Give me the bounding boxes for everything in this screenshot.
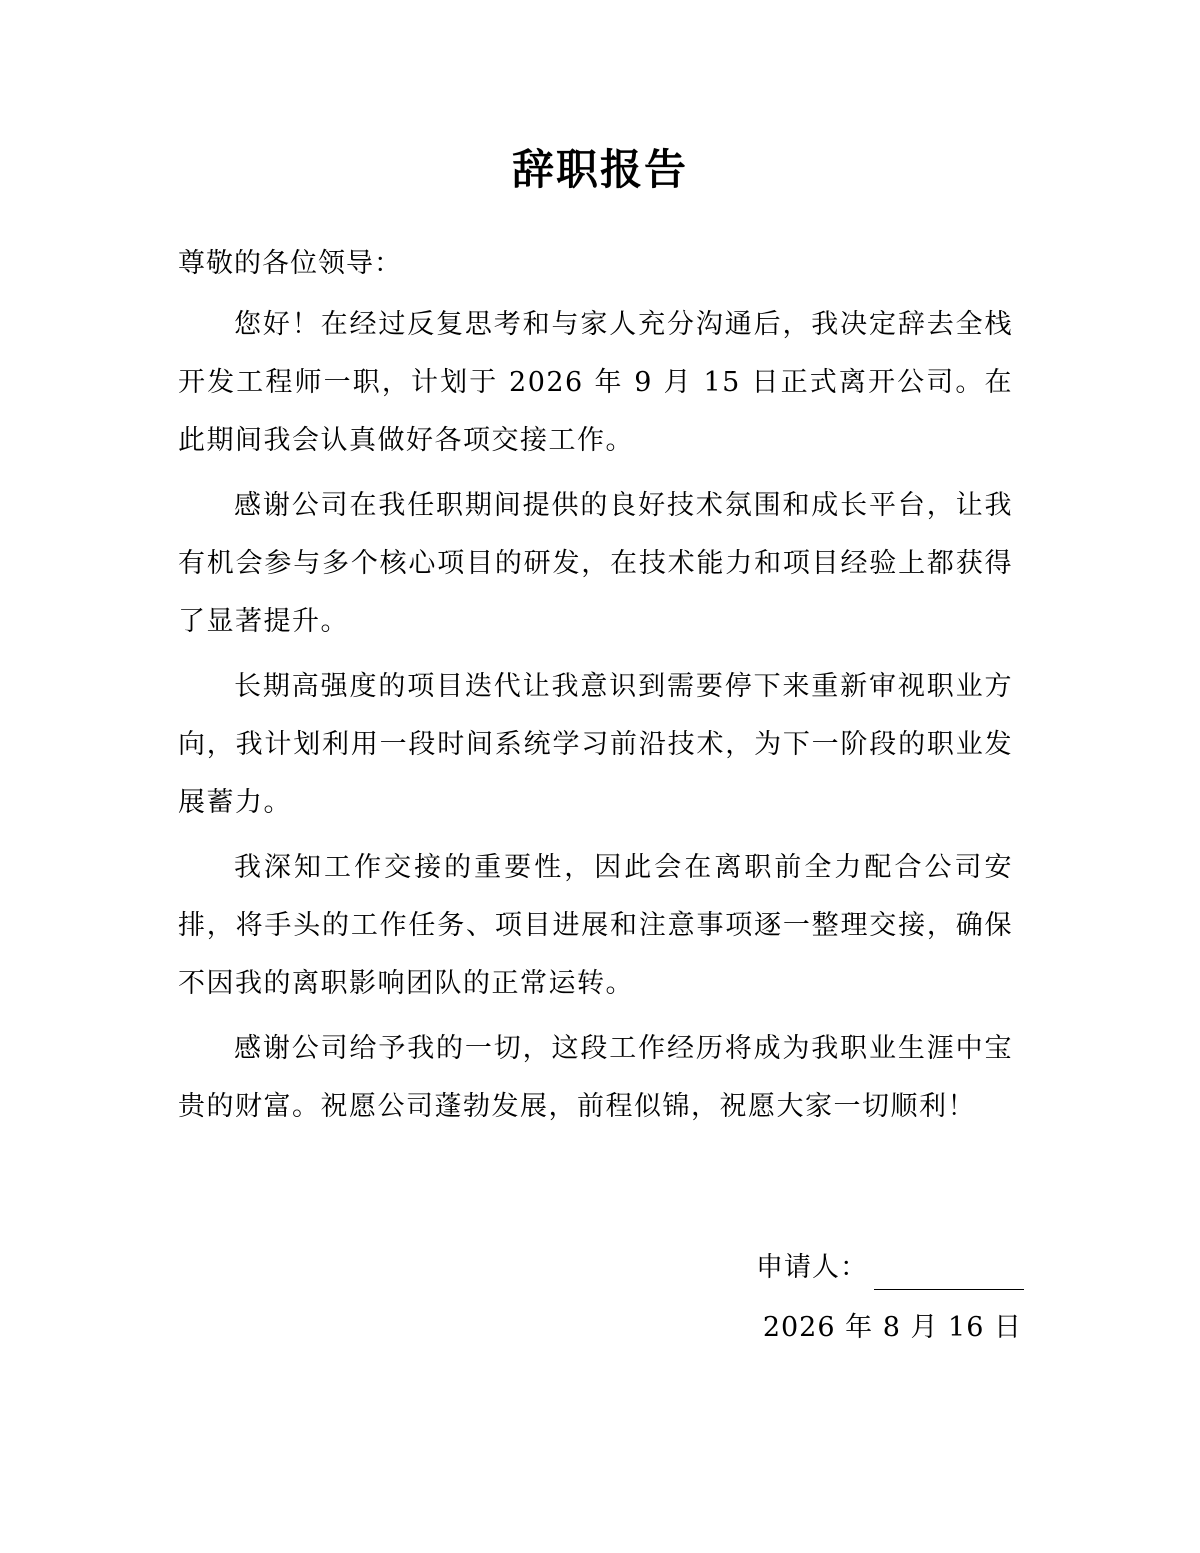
paragraph-3: 长期高强度的项目迭代让我意识到需要停下来重新审视职业方向，我计划利用一段时间系统学习前沿技术，为下一阶段的职业发展蓄力。 bbox=[178, 671, 1013, 818]
paragraph-5: 感谢公司给予我的一切，这段工作经历将成为我职业生涯中宝贵的财富。祝愿公司蓬勃发展，前程似锦，祝愿大家一切顺利！ bbox=[178, 1033, 1013, 1122]
paragraph-1: 您好！在经过反复思考和与家人充分沟通后，我决定辞去全栈开发工程师一职，计划于 2026 年 9 月 15 日正式离开公司。在此期间我会认真做好各项交接工作。 bbox=[178, 309, 1013, 456]
signature-date: 2026 年 8 月 16 日 bbox=[762, 1312, 1022, 1343]
salutation: 尊敬的各位领导： bbox=[178, 248, 402, 279]
signature-label: 申请人： bbox=[756, 1252, 868, 1283]
paragraph-2: 感谢公司在我任职期间提供的良好技术氛围和成长平台，让我有机会参与多个核心项目的研发，在技术能力和项目经验上都获得了显著提升。 bbox=[178, 490, 1013, 637]
paragraph-4: 我深知工作交接的重要性，因此会在离职前全力配合公司安排，将手头的工作任务、项目进展和注意事项逐一整理交接，确保不因我的离职影响团队的正常运转。 bbox=[178, 852, 1013, 999]
document-title: 辞职报告 bbox=[511, 145, 688, 194]
signature-line bbox=[874, 1255, 1024, 1290]
signature-block bbox=[756, 1246, 1024, 1290]
